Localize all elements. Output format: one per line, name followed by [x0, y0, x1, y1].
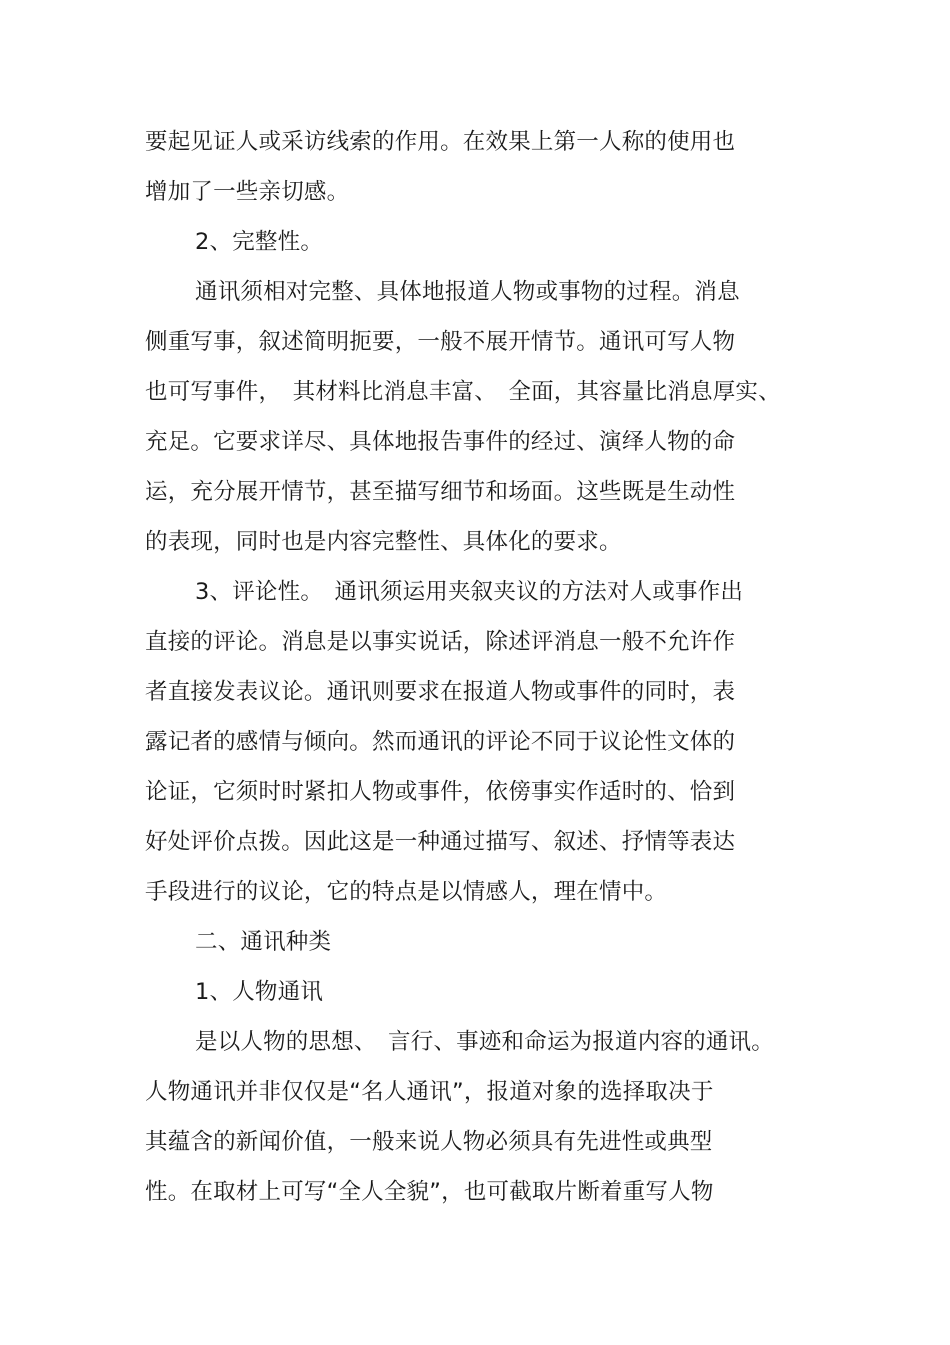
text-line: 是以人物的思想、 言行、事迹和命运为报道内容的通讯。 — [195, 1029, 774, 1055]
text-line: 增加了一些亲切感。 — [145, 179, 350, 205]
text-line: 露记者的感情与倾向。然而通讯的评论不同于议论性文体的 — [145, 729, 736, 755]
text-line: 的表现，同时也是内容完整性、具体化的要求。 — [145, 529, 622, 555]
text-line: 也可写事件， 其材料比消息丰富、 全面，其容量比消息厚实、 — [145, 379, 781, 405]
text-line: 通讯须相对完整、具体地报道人物或事物的过程。消息 — [195, 279, 740, 305]
text-line: 直接的评论。消息是以事实说话，除述评消息一般不允许作 — [145, 629, 736, 655]
text-line: 运，充分展开情节，甚至描写细节和场面。这些既是生动性 — [145, 479, 736, 505]
text-line: 其蕴含的新闻价值，一般来说人物必须具有先进性或典型 — [145, 1129, 713, 1155]
text-line: 论证，它须时时紧扣人物或事件，依傍事实作适时的、恰到 — [145, 779, 736, 805]
section-heading: 2、完整性。 — [195, 229, 324, 255]
text-line: 充足。它要求详尽、具体地报告事件的经过、演绎人物的命 — [145, 429, 736, 455]
section-heading: 3、评论性。 通讯须运用夹叙夹议的方法对人或事作出 — [195, 579, 744, 605]
text-line: 侧重写事，叙述简明扼要，一般不展开情节。通讯可写人物 — [145, 329, 736, 355]
text-line: 要起见证人或采访线索的作用。在效果上第一人称的使用也 — [145, 129, 736, 155]
text-line: 者直接发表议论。通讯则要求在报道人物或事件的同时，表 — [145, 679, 736, 705]
text-line: 人物通讯并非仅仅是“名人通讯”，报道对象的选择取决于 — [145, 1079, 714, 1105]
text-line: 好处评价点拨。因此这是一种通过描写、叙述、抒情等表达 — [145, 829, 736, 855]
section-heading: 1、人物通讯 — [195, 979, 324, 1005]
text-line: 性。在取材上可写“全人全貌”，也可截取片断着重写人物 — [145, 1179, 714, 1205]
text-line: 手段进行的议论，它的特点是以情感人，理在情中。 — [145, 879, 668, 905]
section-heading: 二、通讯种类 — [195, 929, 332, 955]
